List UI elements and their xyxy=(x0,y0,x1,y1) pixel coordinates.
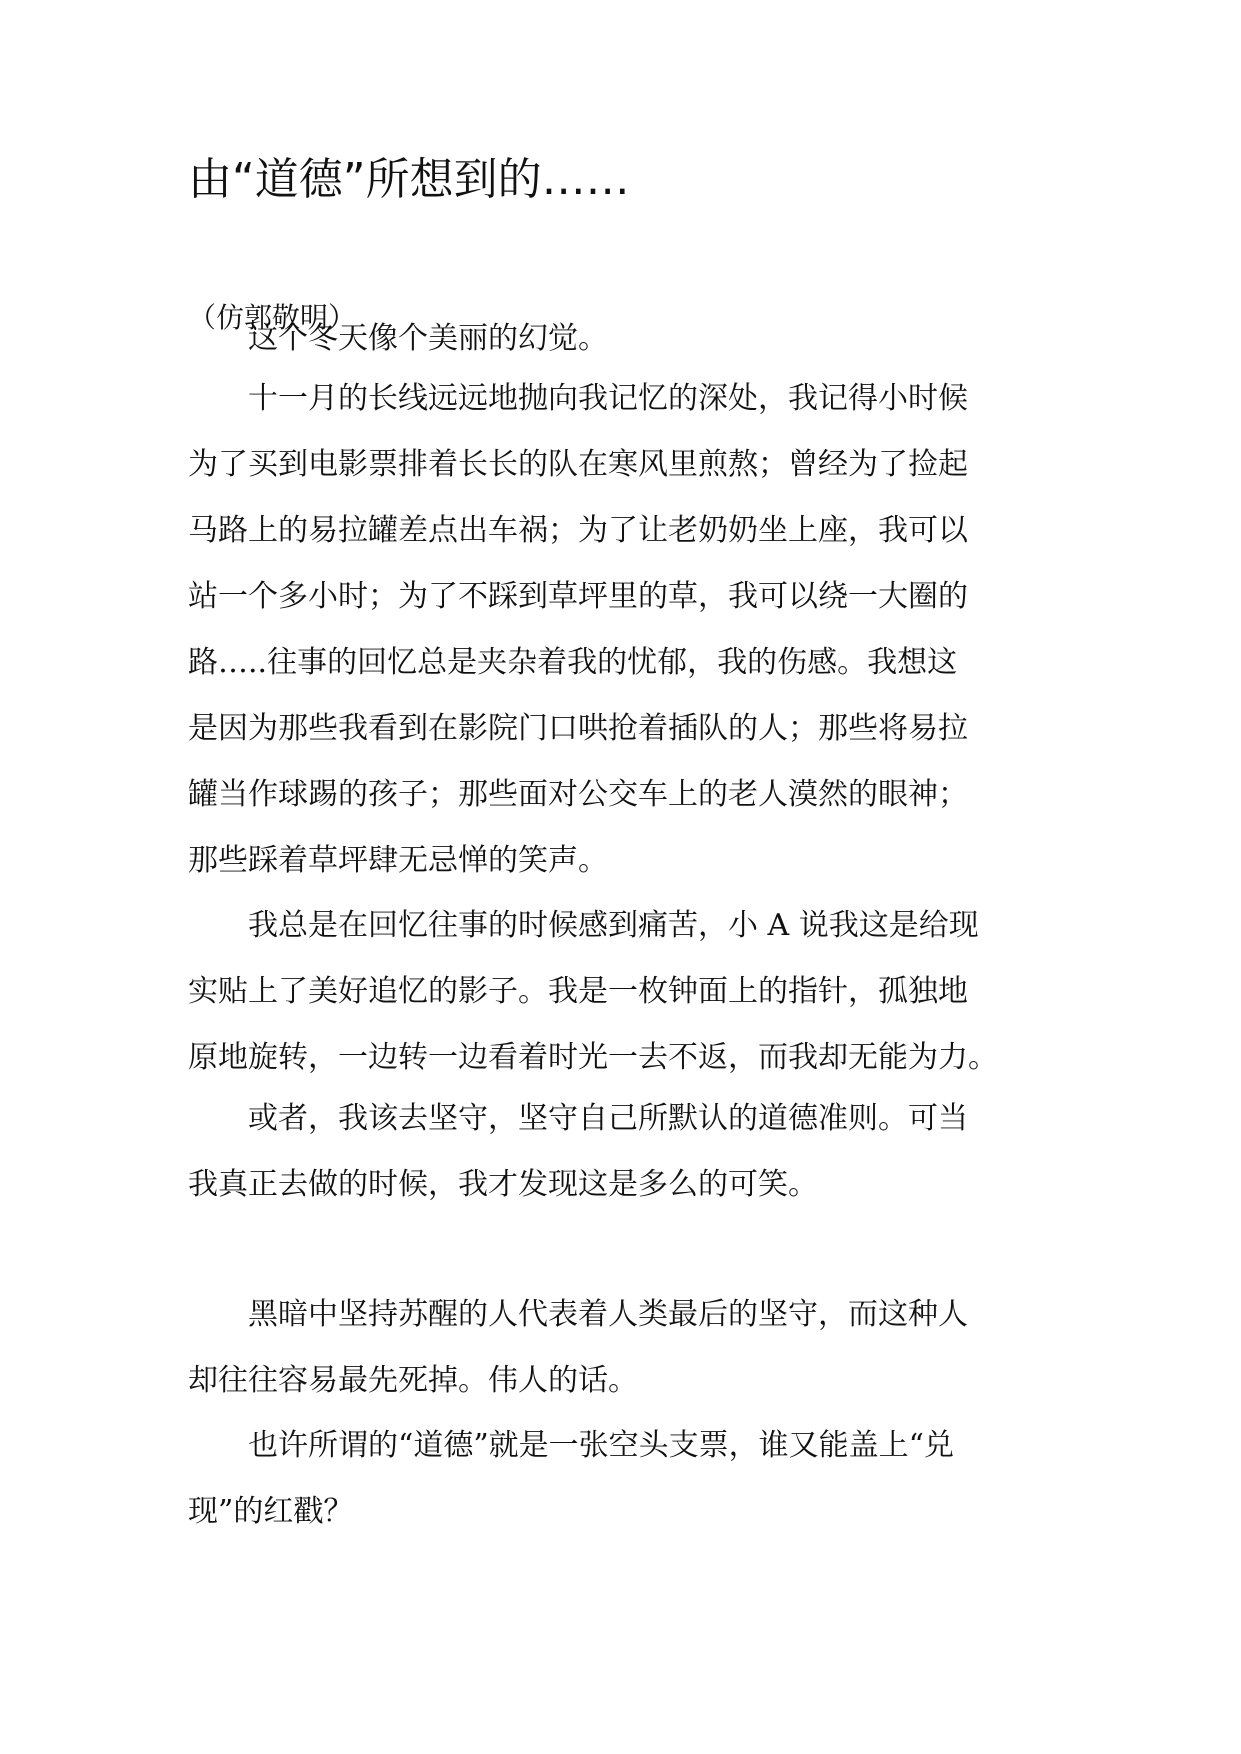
paragraph-3 xyxy=(188,893,1058,1091)
paragraph-line: 也许所谓的“道德”就是一张空头支票，谁又能盖上“兑 xyxy=(248,1428,955,1463)
paragraph-line: 十一月的长线远远地抛向我记忆的深处，我记得小时候 xyxy=(248,381,968,416)
paragraph-1 xyxy=(188,306,1058,372)
paragraph-line: 罐当作球踢的孩子；那些面对公交车上的老人漠然的眼神； xyxy=(188,777,968,812)
document-title: 由“道德”所想到的…… xyxy=(188,154,630,205)
paragraph-line: 却往往容易最先死掉。伟人的话。 xyxy=(188,1363,638,1398)
paragraph-line: 路…..往事的回忆总是夹杂着我的忧郁，我的伤感。我想这 xyxy=(188,645,958,680)
paragraph-5 xyxy=(188,1282,1058,1414)
paragraph-line: 是因为那些我看到在影院门口哄抢着插队的人；那些将易拉 xyxy=(188,711,968,746)
byline: （仿郭敬明） xyxy=(188,301,357,334)
paragraph-6 xyxy=(188,1413,1058,1545)
paragraph-line: 马路上的易拉罐差点出车祸；为了让老奶奶坐上座，我可以 xyxy=(188,513,968,548)
paragraph-line: 为了买到电影票排着长长的队在寒风里煎熬；曾经为了捡起 xyxy=(188,447,968,482)
paragraph-2 xyxy=(188,366,1058,894)
paragraph-line: 现”的红戳？ xyxy=(188,1494,354,1529)
paragraph-line: 或者，我该去坚守，坚守自己所默认的道德准则。可当 xyxy=(248,1101,968,1136)
paragraph-line: 我真正去做的时候，我才发现这是多么的可笑。 xyxy=(188,1167,818,1202)
paragraph-4 xyxy=(188,1086,1058,1218)
paragraph-line: 这个冬天像个美丽的幻觉。 xyxy=(248,321,608,356)
paragraph-line: 站一个多小时；为了不踩到草坪里的草，我可以绕一大圈的 xyxy=(188,579,968,614)
paragraph-line: 原地旋转，一边转一边看着时光一去不返，而我却无能为力。 xyxy=(188,1040,998,1075)
paragraph-line: 黑暗中坚持苏醒的人代表着人类最后的坚守，而这种人 xyxy=(248,1297,968,1332)
paragraph-line: 我总是在回忆往事的时候感到痛苦，小 A 说我这是给现 xyxy=(248,908,979,943)
paragraph-line: 实贴上了美好追忆的影子。我是一枚钟面上的指针，孤独地 xyxy=(188,974,968,1009)
paragraph-line: 那些踩着草坪肆无忌惮的笑声。 xyxy=(188,843,608,878)
